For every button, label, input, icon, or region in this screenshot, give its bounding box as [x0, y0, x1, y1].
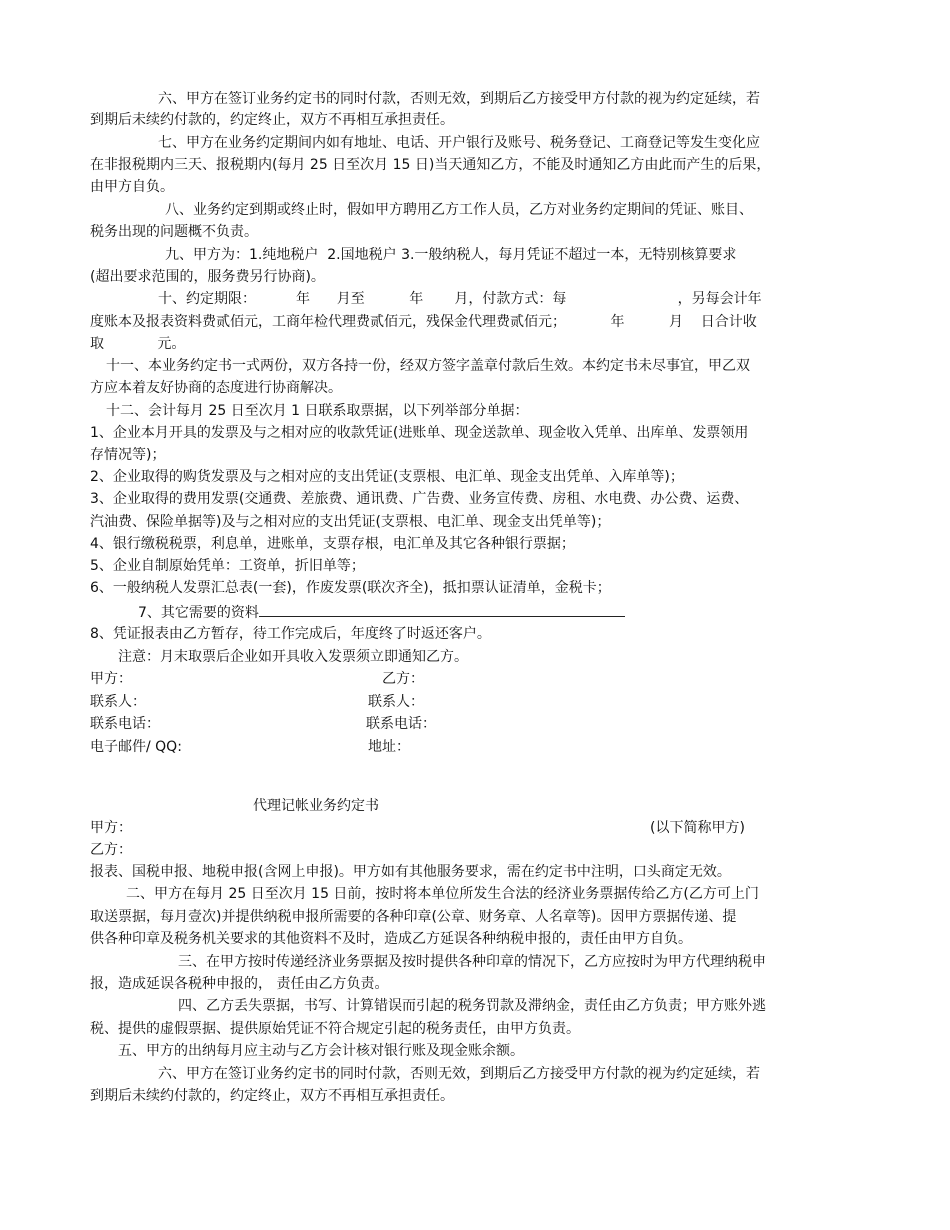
lower-clause-6-line-2: 到期后未续约付款的，约定终止，双方不再相互承担责任。 — [90, 1088, 454, 1104]
lower-party-b-label: 乙方： — [90, 842, 132, 858]
lower-clause-4-line-2: 税、提供的虚假票据、提供原始凭证不符合规定引起的税务责任，由甲方负责。 — [90, 1021, 580, 1037]
lower-clause-3-line-1: 三、在甲方按时传递经济业务票据及按时提供各种印章的情况下，乙方应按时为甲方代理纳税申 — [178, 954, 766, 970]
lower-party-a-suffix: (以下简称甲方) — [650, 820, 745, 836]
item-1-line-1: 1、企业本月开具的发票及与之相对应的收款凭证(进账单、现金送款单、现金收入凭单、出库单、发票领用 — [90, 425, 749, 441]
item-8: 8、凭证报表由乙方暂存，待工作完成后，年度终了时返还客户。 — [90, 626, 491, 642]
contact-a-label: 联系人： — [90, 694, 146, 710]
phone-b-label: 联系电话： — [366, 716, 436, 732]
clause-11-line-1: 十一、本业务约定书一式两份，双方各持一份，经双方签字盖章付款后生效。本约定书未尽事宜，甲乙双 — [106, 358, 750, 374]
address-b-label: 地址： — [368, 739, 410, 755]
party-b-label: 乙方： — [382, 671, 424, 687]
clause-10-line-3: 取 元。 — [90, 336, 186, 352]
item-7-label: 7、其它需要的资料 — [138, 605, 259, 621]
lower-clause-3-line-2: 报，造成延误各税种申报的， 责任由乙方负责。 — [90, 976, 389, 992]
item-6: 6、一般纳税人发票汇总表(一套)，作废发票(联次齐全)，抵扣票认证清单，金税卡； — [90, 580, 611, 596]
note: 注意：月末取票后企业如开具收入发票须立即通知乙方。 — [118, 649, 468, 665]
item-7-blank-line — [259, 601, 625, 617]
clause-12-title: 十二、会计每月 25 日至次月 1 日联系取票据，以下列举部分单据： — [106, 403, 529, 419]
lower-clause-4-line-1: 四、乙方丢失票据，书写、计算错误而引起的税务罚款及滞纳金，责任由乙方负责；甲方账外逃 — [178, 998, 766, 1014]
clause-10-line-2: 度账本及报表资料费贰佰元，工商年检代理费贰佰元，残保金代理费贰佰元； 年 月 日合计收 — [90, 314, 757, 330]
item-2: 2、企业取得的购货发票及与之相对应的支出凭证(支票根、电汇单、现金支出凭单、入库单等)； — [90, 469, 684, 485]
item-4: 4、银行缴税税票，利息单，进账单，支票存根，电汇单及其它各种银行票据； — [90, 536, 575, 552]
lower-clause-2-line-3: 供各种印章及税务机关要求的其他资料不及时，造成乙方延误各种纳税申报的，责任由甲方自负。 — [90, 931, 692, 947]
lower-clause-5: 五、甲方的出纳每月应主动与乙方会计核对银行账及现金账余额。 — [118, 1043, 524, 1059]
clause-9-line-2: (超出要求范围的，服务费另行协商)。 — [90, 269, 325, 285]
clause-10-line-1: 十、约定期限： 年 月至 年 月，付款方式：每 ，另每会计年 — [158, 291, 762, 307]
item-3-line-1: 3、企业取得的费用发票(交通费、差旅费、通讯费、广告费、业务宣传费、房租、水电费、办公费、运费、 — [90, 491, 749, 507]
lower-clause-2-line-2: 取送票据，每月壹次)并提供纳税申报所需要的各种印章(公章、财务章、人名章等)。因甲方票据传递、提 — [90, 909, 737, 925]
clause-8-line-2: 税务出现的问题概不负责。 — [90, 224, 258, 240]
lower-clause-2-line-1: 二、甲方在每月 25 日至次月 15 日前，按时将本单位所发生合法的经济业务票据传给乙方(乙方可上门 — [126, 886, 759, 902]
item-5: 5、企业自制原始凭单：工资单，折旧单等； — [90, 558, 365, 574]
lower-party-a-label: 甲方： — [90, 820, 132, 836]
email-a-label: 电子邮件/ QQ: — [90, 739, 182, 755]
item-7 — [138, 601, 625, 622]
lower-clause-6-line-1: 六、甲方在签订业务约定书的同时付款，否则无效，到期后乙方接受甲方付款的视为约定延续，若 — [158, 1066, 760, 1082]
clause-8-line-1: 八、业务约定到期或终止时，假如甲方聘用乙方工作人员，乙方对业务约定期间的凭证、账目、 — [165, 202, 753, 218]
clause-11-line-2: 方应本着友好协商的态度进行协商解决。 — [90, 380, 342, 396]
clause-7-line-1: 七、甲方在业务约定期间内如有地址、电话、开户银行及账号、税务登记、工商登记等发生变化应 — [158, 135, 760, 151]
party-a-label: 甲方： — [90, 671, 132, 687]
clause-6-line-2: 到期后未续约付款的，约定终止，双方不再相互承担责任。 — [90, 112, 454, 128]
item-3-line-2: 汽油费、保险单据等)及与之相对应的支出凭证(支票根、电汇单、现金支出凭单等)； — [90, 514, 611, 530]
phone-a-label: 联系电话： — [90, 716, 160, 732]
item-1-line-2: 存情况等)； — [90, 447, 166, 463]
clause-9-line-1: 九、甲方为：1.纯地税户 2.国地税户 3.一般纳税人，每月凭证不超过一本，无特别核算要求 — [165, 247, 737, 263]
clause-6-line-1: 六、甲方在签订业务约定书的同时付款，否则无效，到期后乙方接受甲方付款的视为约定延续，若 — [158, 91, 760, 107]
service-scope-line: 报表、国税申报、地税申报(含网上申报)。甲方如有其他服务要求，需在约定书中注明，口头商定无效。 — [90, 864, 731, 880]
contact-b-label: 联系人： — [368, 694, 424, 710]
clause-7-line-2: 在非报税期内三天、报税期内(每月 25 日至次月 15 日)当天通知乙方，不能及时通知乙方由此而产生的后果， — [90, 157, 771, 173]
clause-7-line-3: 由甲方自负。 — [90, 179, 174, 195]
document-title: 代理记帐业务约定书 — [253, 798, 379, 814]
